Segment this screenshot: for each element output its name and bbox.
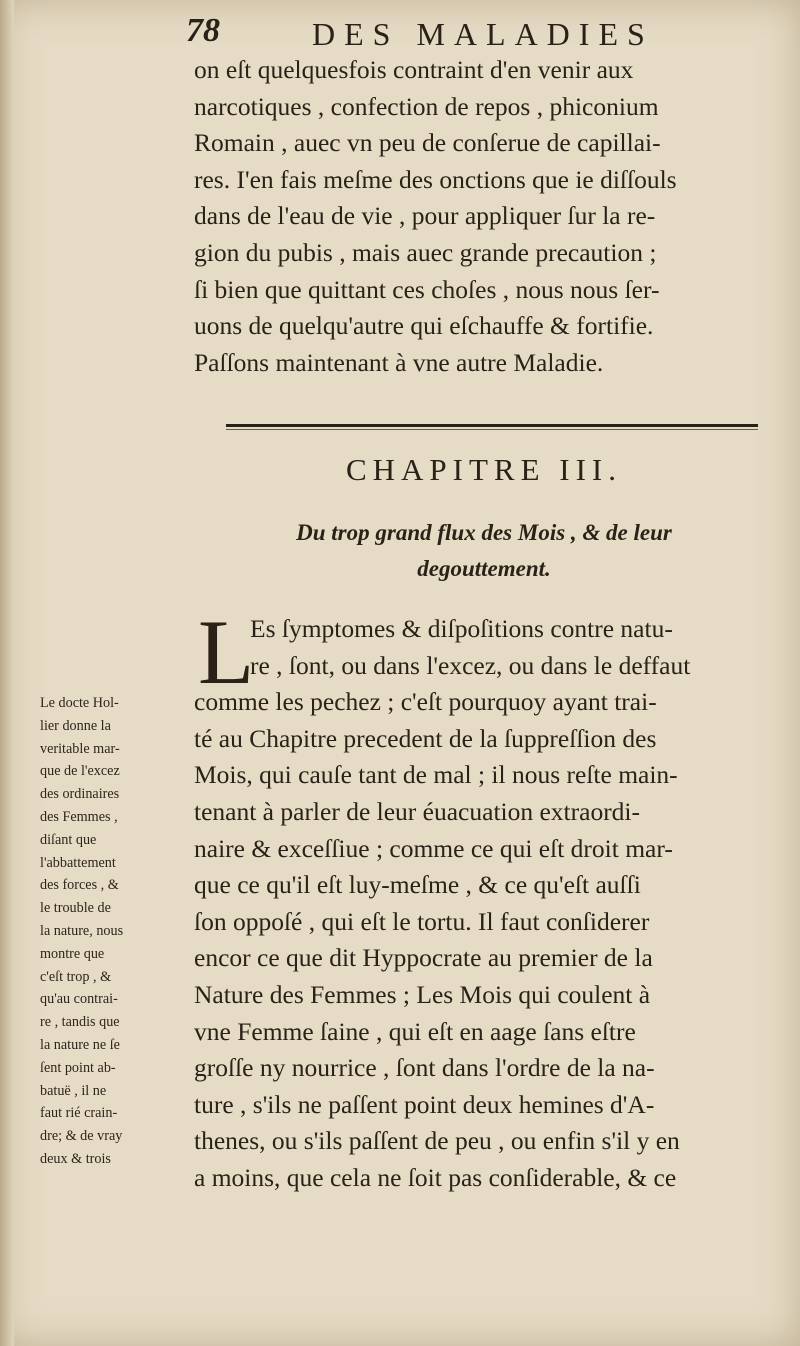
margin-line: diſant que	[40, 831, 97, 848]
page-header	[186, 12, 746, 52]
section-rule	[226, 424, 758, 427]
margin-line: re , tandis que	[40, 1014, 120, 1031]
text-line: que ce qu'il eſt luy-meſme , & ce qu'eſt auſſi	[194, 870, 641, 900]
text-line: tenant à parler de leur éuacuation extraordi-	[194, 796, 641, 826]
text-line: re , ſont, ou dans l'excez, ou dans le deffaut	[250, 650, 691, 680]
margin-line: des Femmes ,	[40, 808, 118, 825]
margin-line: lier donne la	[40, 717, 111, 734]
chapter-subtitle	[194, 515, 774, 587]
margin-line: le trouble de	[40, 900, 111, 917]
margin-line: qu'au contrai-	[40, 991, 118, 1008]
text-line: on eſt quelquesfois contraint d'en venir aux	[194, 55, 634, 84]
text-line: dans de l'eau de vie , pour appliquer ſur la re-	[194, 201, 656, 231]
text-line: Mois, qui cauſe tant de mal ; il nous reſte main-	[194, 760, 678, 790]
margin-line: des forces , &	[40, 877, 119, 894]
chapter-title: CHAPITRE III.	[345, 452, 623, 487]
text-line: Es ſymptomes & diſpoſitions contre natu-	[250, 614, 673, 643]
margin-line: c'eſt trop , &	[40, 968, 112, 985]
text-line: Romain , auec vn peu de conſerue de capillai-	[194, 128, 661, 158]
text-line: gion du pubis , mais auec grande precaution ;	[194, 237, 657, 267]
margin-line: faut rié crain-	[40, 1105, 118, 1122]
subtitle-line: Du trop grand flux des Mois , & de leur	[296, 520, 672, 545]
text-line: té au Chapitre precedent de la ſuppreſſion des	[194, 723, 657, 753]
opening-paragraph	[194, 601, 774, 1197]
margin-line: l'abbattement	[40, 854, 116, 871]
margin-line: Le docte Hol-	[40, 695, 119, 711]
text-line: thenes, ou s'ils paſſent de peu , ou enfin s'il y en	[194, 1126, 680, 1156]
margin-line: batuë , il ne	[40, 1082, 107, 1099]
text-line: naire & exceſſiue ; comme ce qui eſt droit mar-	[194, 833, 673, 863]
running-head: DES MALADIES	[312, 16, 654, 52]
text-line: ture , s'ils ne paſſent point deux hemines d'A-	[194, 1089, 655, 1119]
text-line: vne Femme ſaine , qui eſt en aage ſans eſtre	[194, 1016, 636, 1046]
text-line: a moins, que cela ne ſoit pas conſiderable, & ce	[194, 1162, 677, 1192]
margin-line: des ordinaires	[40, 786, 120, 803]
text-line: narcotiques , confection de repos , phiconium	[194, 91, 659, 121]
text-line: Nature des Femmes ; Les Mois qui coulent à	[194, 979, 651, 1009]
margin-note	[40, 692, 196, 1171]
text-line: ſon oppoſé , qui eſt le tortu. Il faut conſiderer	[194, 906, 650, 936]
top-paragraph	[194, 52, 774, 381]
margin-line: la nature ne ſe	[40, 1036, 120, 1053]
margin-line: la nature, nous	[40, 922, 124, 939]
text-line: uons de quelqu'autre qui eſchauffe & fortifie.	[194, 311, 654, 341]
margin-line: dre; & de vray	[40, 1128, 123, 1145]
subtitle-line: degouttement.	[417, 556, 551, 581]
text-line: comme les pechez ; c'eſt pourquoy ayant trai-	[194, 687, 657, 717]
page-number: 78	[186, 12, 220, 49]
text-line: encor ce que dit Hyppocrate au premier de la	[194, 943, 653, 973]
text-line: res. I'en fais meſme des onctions que ie diſſouls	[194, 164, 677, 194]
text-line: Paſſons maintenant à vne autre Maladie.	[194, 347, 604, 377]
text-line: groſſe ny nourrice , ſont dans l'ordre de la na-	[194, 1053, 655, 1083]
margin-line: veritable mar-	[40, 740, 120, 757]
margin-line: montre que	[40, 945, 105, 962]
margin-line: que de l'excez	[40, 763, 120, 780]
margin-line: ſent point ab-	[40, 1059, 116, 1076]
drop-cap: L	[198, 601, 255, 703]
page-gutter	[0, 0, 14, 1346]
text-line: ſi bien que quittant ces choſes , nous nous ſer-	[194, 274, 660, 304]
margin-line: deux & trois	[40, 1150, 111, 1167]
